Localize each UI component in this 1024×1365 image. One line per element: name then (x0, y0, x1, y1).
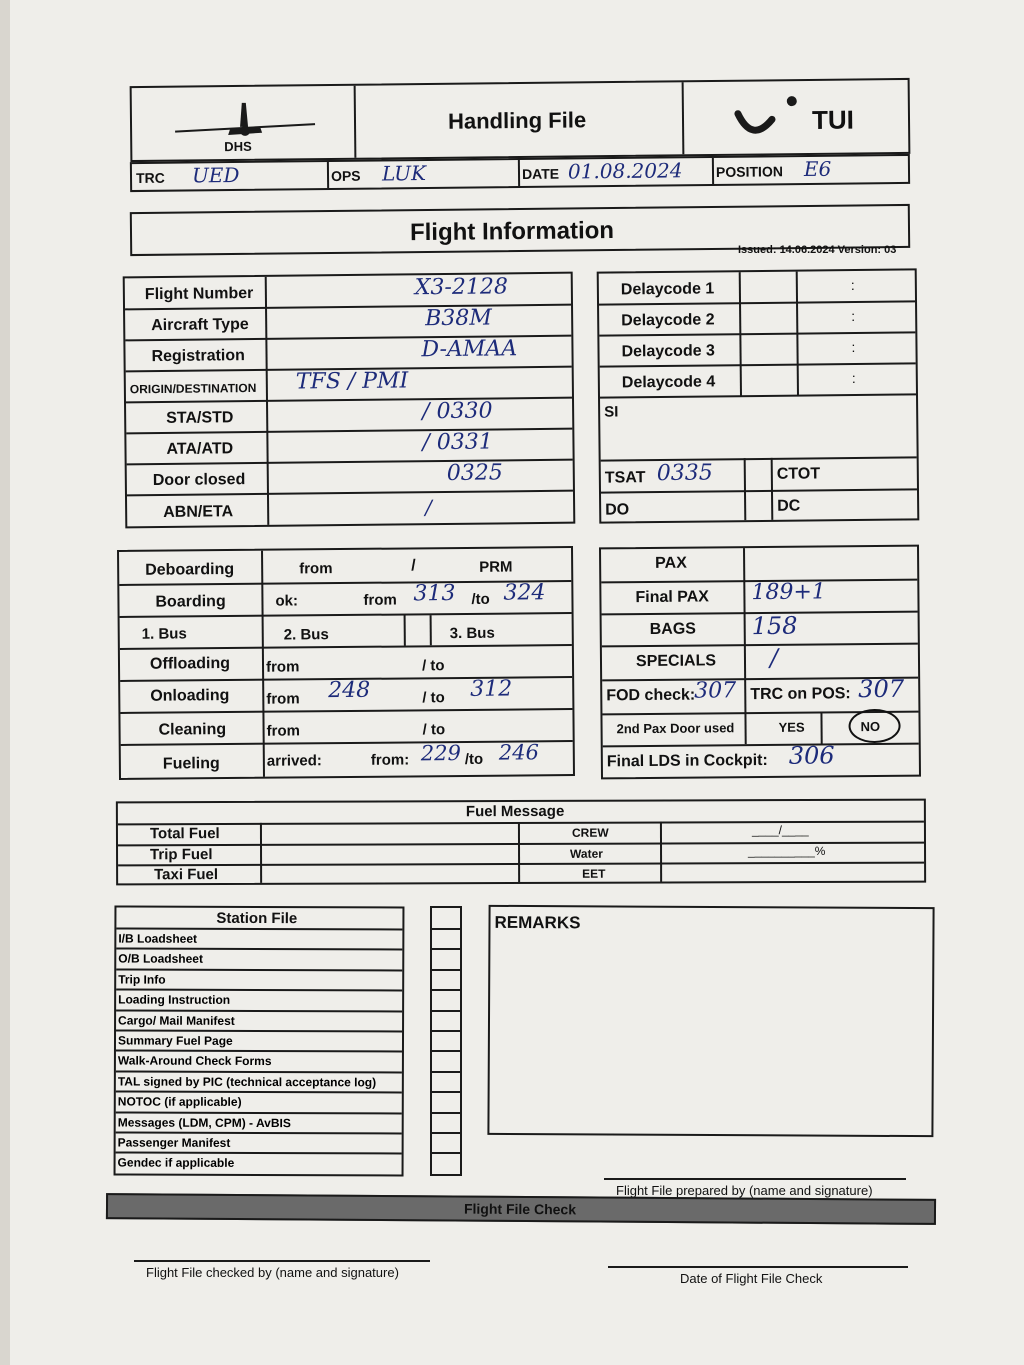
station-file-checkbox[interactable] (432, 1132, 460, 1152)
remarks-label: REMARKS (494, 912, 581, 933)
crew-label: CREW (571, 825, 609, 840)
station-file-heading: Station File (216, 909, 298, 928)
do-label: DO (605, 501, 630, 519)
offloading-from: from (265, 658, 300, 676)
final-pax-label: Final PAX (635, 588, 710, 607)
dc-label: DC (777, 497, 801, 515)
tui-smile-icon (732, 95, 803, 146)
delaycode-4-sep: : (851, 369, 856, 387)
delaycode-4-label: Delaycode 4 (621, 373, 716, 392)
second-pax-door-yes: YES (778, 719, 805, 735)
si-label: SI (604, 403, 619, 421)
date-check-line[interactable] (608, 1266, 908, 1268)
ctot-label: CTOT (776, 465, 821, 483)
cleaning-label: Cleaning (158, 721, 227, 739)
boarding-label: Boarding (155, 593, 226, 611)
date-label: DATE (521, 165, 560, 182)
bus-3-label: 3. Bus (449, 624, 495, 643)
fuel-message-heading: Fuel Message (465, 802, 565, 821)
station-file-item: Walk-Around Check Forms (116, 1050, 402, 1071)
position-label: POSITION (715, 163, 783, 180)
bus-2-label: 2. Bus (283, 626, 329, 644)
abn-eta-label: ABN/ETA (163, 503, 234, 521)
page-title: Handling File (447, 107, 587, 134)
origin-destination-label: ORIGIN/DESTINATION (129, 380, 257, 397)
delaycode-1-sep: : (850, 276, 855, 294)
door-closed-label: Door closed (152, 471, 246, 490)
door-closed-value: 0325 (446, 460, 503, 486)
flight-info-heading: Flight Information (409, 217, 615, 247)
boarding-to-value: 324 (503, 580, 546, 606)
prepared-signature-line[interactable] (604, 1178, 906, 1180)
onloading-from-value: 248 (328, 677, 371, 704)
final-pax-value: 189+1 (751, 579, 826, 606)
pax-table (599, 545, 921, 780)
ata-atd-value: / 0331 (422, 429, 493, 456)
boarding-from: from (363, 591, 397, 609)
trc-on-pos-label: TRC on POS: (750, 685, 851, 704)
offloading-label: Offloading (149, 655, 231, 673)
station-file-checkbox[interactable] (432, 1071, 460, 1091)
sta-std-value: / 0330 (421, 398, 493, 425)
flight-file-check-bar (106, 1193, 936, 1225)
total-fuel-label: Total Fuel (149, 825, 220, 843)
onloading-from: from (266, 690, 300, 708)
fueling-to: /to (464, 750, 484, 768)
flight-number-label: Flight Number (144, 284, 254, 304)
station-file-item: Gendec if applicable (116, 1152, 402, 1173)
onloading-to: / to (422, 689, 445, 707)
fueling-from-value: 229 (420, 741, 461, 766)
registration-label: Registration (151, 347, 245, 366)
station-file-item: Loading Instruction (116, 989, 402, 1010)
cleaning-from: from (266, 722, 301, 740)
station-file-item: Summary Fuel Page (116, 1029, 402, 1050)
cleaning-to: / to (422, 721, 446, 739)
sta-std-label: STA/STD (166, 409, 234, 427)
station-file-list (116, 928, 403, 1174)
station-file-checkbox[interactable] (432, 1091, 460, 1111)
specials-value: / (769, 643, 779, 672)
water-label: Water (570, 846, 603, 861)
deboarding-from: from (299, 560, 333, 578)
station-file-item: I/B Loadsheet (116, 928, 402, 949)
flight-file-check-label: Flight File Check (463, 1200, 577, 1218)
fueling-label: Fueling (162, 755, 220, 773)
station-file-table (114, 905, 405, 1176)
final-lds-value: 306 (788, 741, 835, 770)
prepared-by-label: Flight File prepared by (name and signature) (616, 1183, 873, 1198)
ops-label: OPS (330, 167, 361, 184)
bus-1-label: 1. Bus (141, 625, 187, 643)
station-file-item: TAL signed by PIC (technical acceptance log) (116, 1070, 402, 1091)
fod-check-label: FOD check: (606, 686, 696, 705)
delay-table (597, 268, 920, 523)
fuel-message-table (116, 799, 926, 886)
fueling-arrived: arrived: (266, 752, 322, 770)
date-check-label: Date of Flight File Check (680, 1271, 823, 1286)
checked-by-label: Flight File checked by (name and signature) (146, 1265, 399, 1280)
second-pax-door-label: 2nd Pax Door used (616, 720, 735, 737)
handling-file-sheet (10, 0, 1024, 1365)
ata-atd-label: ATA/ATD (166, 440, 234, 458)
deboarding-prm: PRM (479, 558, 513, 576)
station-file-checkbox[interactable] (432, 1112, 460, 1132)
logo-text: DHS (224, 138, 252, 155)
boarding-to: /to (471, 590, 490, 608)
offloading-to: / to (421, 657, 445, 675)
checkbox-column (430, 906, 462, 1176)
ops-value: LUK (381, 160, 427, 186)
eet-label: EET (582, 866, 606, 881)
station-file-item: Cargo/ Mail Manifest (116, 1009, 402, 1030)
remarks-box[interactable] (487, 905, 934, 1137)
fod-check-value: 307 (694, 678, 737, 704)
onloading-to-value: 312 (470, 676, 513, 702)
delaycode-3-label: Delaycode 3 (621, 342, 716, 361)
deboarding-slash: / (411, 557, 416, 575)
fueling-to-value: 246 (498, 740, 539, 765)
trc-label: TRC (135, 169, 165, 187)
delaycode-2-label: Delaycode 2 (621, 311, 715, 330)
flight-number-value: X3-2128 (414, 274, 509, 301)
tsat-label: TSAT (604, 469, 646, 487)
registration-value: D-AMAA (421, 336, 518, 363)
trc-value: UED (191, 162, 240, 188)
station-file-checkbox[interactable] (432, 1010, 460, 1030)
water-blank: __________% (748, 843, 826, 859)
station-file-checkbox[interactable] (432, 1152, 460, 1172)
station-file-item: NOTOC (if applicable) (116, 1091, 402, 1112)
delaycode-3-sep: : (851, 338, 856, 356)
flight-info-table (123, 272, 576, 529)
station-file-checkbox[interactable] (432, 1030, 460, 1050)
taxi-fuel-label: Taxi Fuel (154, 866, 219, 884)
aircraft-type-label: Aircraft Type (151, 316, 249, 335)
station-file-checkbox[interactable] (432, 969, 460, 989)
final-lds-label: Final LDS in Cockpit: (606, 751, 768, 771)
station-file-item: Passenger Manifest (116, 1131, 402, 1152)
header-box (130, 78, 911, 162)
station-file-checkbox[interactable] (432, 1050, 460, 1070)
second-pax-door-no: NO (860, 718, 881, 735)
operations-table (117, 546, 575, 780)
pax-heading: PAX (655, 554, 687, 572)
station-file-checkbox[interactable] (432, 948, 460, 968)
station-file-item: O/B Loadsheet (116, 948, 402, 969)
crew-blank: ____/____ (751, 822, 809, 838)
abn-eta-value: / (425, 495, 433, 520)
station-file-checkbox[interactable] (432, 989, 460, 1009)
station-file-item: Messages (LDM, CPM) - AvBIS (116, 1111, 402, 1132)
trc-on-pos-value: 307 (858, 674, 905, 704)
brand-name: TUI (811, 104, 855, 135)
tsat-value: 0335 (656, 460, 713, 487)
bags-label: BAGS (649, 620, 697, 638)
deboarding-label: Deboarding (145, 560, 235, 579)
bags-value: 158 (751, 611, 798, 641)
boarding-from-value: 313 (413, 581, 456, 607)
station-file-item: Trip Info (116, 968, 402, 989)
aircraft-type-value: B38M (425, 305, 492, 332)
delaycode-2-sep: : (851, 307, 856, 325)
trip-fuel-label: Trip Fuel (150, 846, 213, 864)
boarding-ok: ok: (275, 592, 299, 610)
station-file-checkbox[interactable] (432, 928, 460, 948)
delaycode-1-label: Delaycode 1 (620, 280, 715, 299)
position-value: E6 (803, 156, 832, 182)
checked-signature-line[interactable] (134, 1260, 430, 1262)
origin-destination-value: TFS / PMI (295, 368, 409, 395)
specials-label: SPECIALS (635, 652, 717, 671)
onloading-label: Onloading (150, 687, 230, 705)
date-value: 01.08.2024 (567, 158, 683, 184)
fueling-from: from: (370, 751, 410, 769)
issued-version: Issued: 14.06.2024 Version: 03 (738, 244, 897, 256)
